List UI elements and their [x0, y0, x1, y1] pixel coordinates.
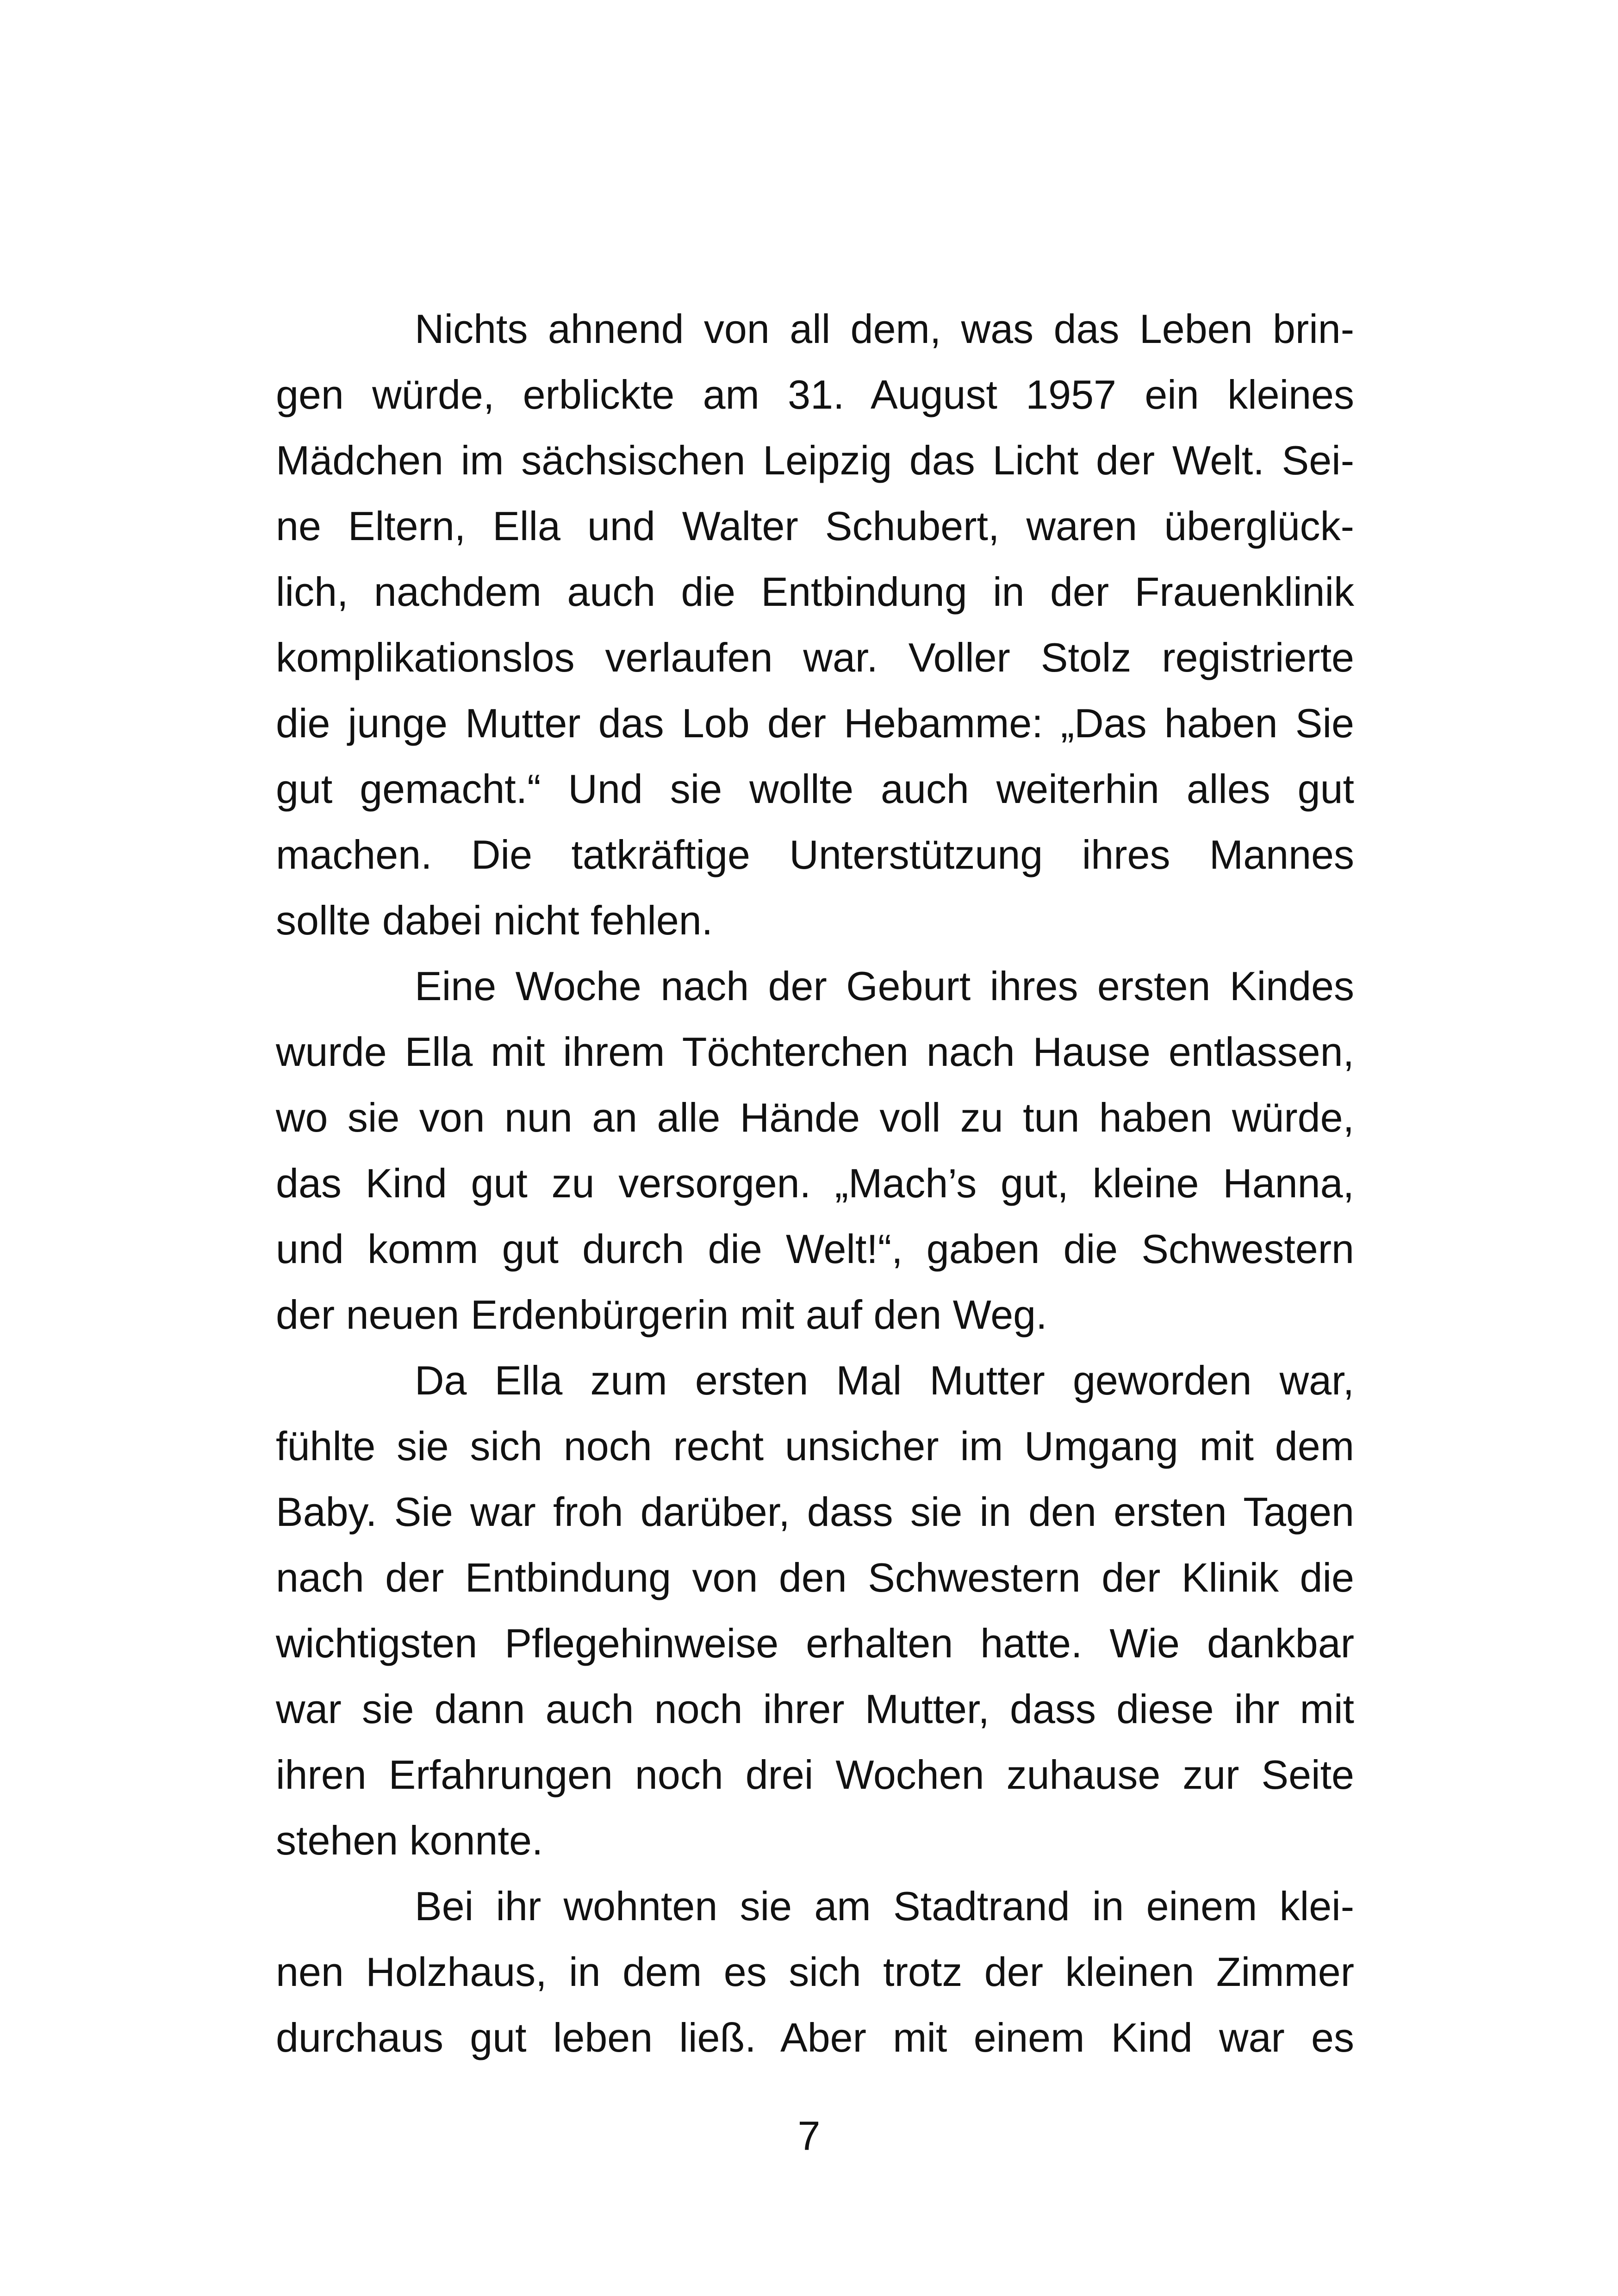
paragraph-1-line-3: Mädchen im sächsischen Leipzig das Licht der Welt. Sei- [276, 437, 1354, 483]
paragraph-1-line-2: gen würde, erblickte am 31. August 1957 ein kleines [276, 372, 1354, 417]
paragraph-3-line-6: war sie dann auch noch ihrer Mutter, dass diese ihr mit [276, 1686, 1354, 1732]
paragraph-2-line-3: wo sie von nun an alle Hände voll zu tun haben würde, [276, 1095, 1354, 1140]
body-text [276, 296, 1354, 2071]
paragraph-2-line-1: Eine Woche nach der Geburt ihres ersten Kindes [415, 963, 1354, 1009]
paragraph-1-line-10: sollte dabei nicht fehlen. [276, 897, 713, 943]
page-number: 7 [797, 2113, 821, 2159]
paragraph-4-line-1: Bei ihr wohnten sie am Stadtrand in einem klei- [415, 1883, 1354, 1929]
paragraph-3-line-8: stehen konnte. [276, 1817, 543, 1863]
paragraph-2-line-6: der neuen Erdenbürgerin mit auf den Weg. [276, 1292, 1047, 1338]
paragraph-2-line-4: das Kind gut zu versorgen. „Mach’s gut, kleine Hanna, [276, 1160, 1354, 1206]
paragraph-4-line-3: durchaus gut leben ließ. Aber mit einem Kind war es [276, 2015, 1354, 2060]
paragraph-1-line-5: lich, nachdem auch die Entbindung in der Frauenklinik [276, 569, 1354, 615]
paragraph-2-line-5: und komm gut durch die Welt!“, gaben die Schwestern [276, 1226, 1354, 1272]
paragraph-3-line-1: Da Ella zum ersten Mal Mutter geworden war, [415, 1357, 1354, 1403]
paragraph-1-line-4: ne Eltern, Ella und Walter Schubert, waren überglück- [276, 503, 1354, 549]
paragraph-2-line-2: wurde Ella mit ihrem Töchterchen nach Hause entlassen, [276, 1029, 1354, 1075]
paragraph-1-line-8: gut gemacht.“ Und sie wollte auch weiterhin alles gut [276, 766, 1354, 812]
paragraph-1-line-9: machen. Die tatkräftige Unterstützung ihres Mannes [276, 832, 1354, 877]
paragraph-3-line-7: ihren Erfahrungen noch drei Wochen zuhause zur Seite [276, 1752, 1354, 1798]
paragraph-1-line-6: komplikationslos verlaufen war. Voller Stolz registrierte [276, 635, 1354, 680]
paragraph-3-line-3: Baby. Sie war froh darüber, dass sie in den ersten Tagen [276, 1489, 1354, 1535]
paragraph-3-line-4: nach der Entbindung von den Schwestern der Klinik die [276, 1555, 1354, 1600]
paragraph-1-line-1: Nichts ahnend von all dem, was das Leben brin- [415, 306, 1354, 352]
paragraph-4-line-2: nen Holzhaus, in dem es sich trotz der kleinen Zimmer [276, 1949, 1354, 1995]
paragraph-3-line-2: fühlte sie sich noch recht unsicher im Umgang mit dem [276, 1423, 1354, 1469]
paragraph-1-line-7: die junge Mutter das Lob der Hebamme: „Das haben Sie [276, 700, 1354, 746]
paragraph-3-line-5: wichtigsten Pflegehinweise erhalten hatte. Wie dankbar [276, 1620, 1354, 1666]
